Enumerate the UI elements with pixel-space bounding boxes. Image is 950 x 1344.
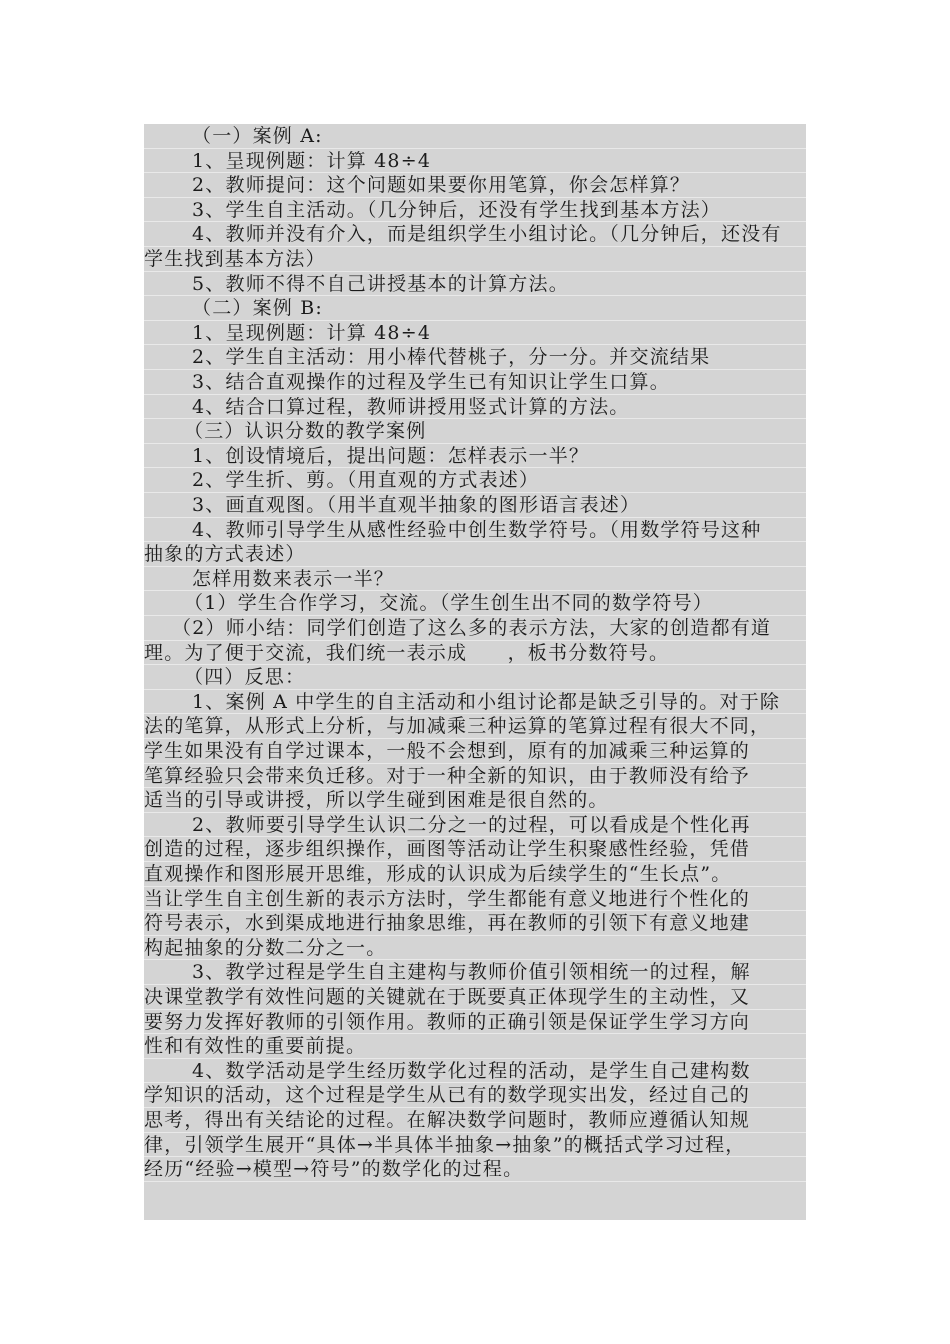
text-line: 4、结合口算过程，教师讲授用竖式计算的方法。	[144, 395, 806, 420]
text-line: （2）师小结：同学们创造了这么多的表示方法，大家的创造都有道	[144, 616, 806, 641]
text-line: 律，引领学生展开“具体→半具体半抽象→抽象”的概括式学习过程，	[144, 1133, 806, 1158]
text-line: 3、学生自主活动。（几分钟后，还没有学生找到基本方法）	[144, 198, 806, 223]
text-line: 5、教师不得不自己讲授基本的计算方法。	[144, 272, 806, 297]
text-line: 1、案例 A 中学生的自主活动和小组讨论都是缺乏引导的。对于除	[144, 690, 806, 715]
text-line: 2、学生自主活动：用小棒代替桃子，分一分。并交流结果	[144, 345, 806, 370]
text-line: 创造的过程，逐步组织操作，画图等活动让学生积聚感性经验，凭借	[144, 837, 806, 862]
text-line: 4、教师引导学生从感性经验中创生数学符号。（用数学符号这种	[144, 518, 806, 543]
text-line: 直观操作和图形展开思维，形成的认识成为后续学生的“生长点”。	[144, 862, 806, 887]
text-line: 要努力发挥好教师的引领作用。教师的正确引领是保证学生学习方向	[144, 1010, 806, 1035]
text-line: 4、教师并没有介入，而是组织学生小组讨论。（几分钟后，还没有	[144, 222, 806, 247]
text-line: 当让学生自主创生新的表示方法时，学生都能有意义地进行个性化的	[144, 887, 806, 912]
text-line: 决课堂教学有效性问题的关键就在于既要真正体现学生的主动性，又	[144, 985, 806, 1010]
text-line: 性和有效性的重要前提。	[144, 1034, 806, 1059]
text-line: 4、数学活动是学生经历数学化过程的活动，是学生自己建构数	[144, 1059, 806, 1084]
text-line: 构起抽象的分数二分之一。	[144, 936, 806, 961]
text-line: 符号表示，水到渠成地进行抽象思维，再在教师的引领下有意义地建	[144, 911, 806, 936]
text-line: 2、学生折、剪。（用直观的方式表述）	[144, 468, 806, 493]
text-line: 学生如果没有自学过课本，一般不会想到，原有的加减乘三种运算的	[144, 739, 806, 764]
text-line: 2、教师要引导学生认识二分之一的过程，可以看成是个性化再	[144, 813, 806, 838]
text-line: 经历“经验→模型→符号”的数学化的过程。	[144, 1157, 806, 1182]
text-line: （二）案例 B:	[144, 296, 806, 321]
text-line: 3、结合直观操作的过程及学生已有知识让学生口算。	[144, 370, 806, 395]
text-line: （一）案例 A:	[144, 124, 806, 149]
text-line: （四）反思：	[144, 665, 806, 690]
text-line: （三）认识分数的教学案例	[144, 419, 806, 444]
text-line: 笔算经验只会带来负迁移。对于一种全新的知识，由于教师没有给予	[144, 764, 806, 789]
text-line: 3、画直观图。（用半直观半抽象的图形语言表述）	[144, 493, 806, 518]
text-line: 1、呈现例题：计算 48÷4	[144, 149, 806, 174]
text-line: 怎样用数来表示一半？	[144, 567, 806, 592]
text-line: 学生找到基本方法）	[144, 247, 806, 272]
text-line: 学知识的活动，这个过程是学生从已有的数学现实出发，经过自己的	[144, 1083, 806, 1108]
text-line: 适当的引导或讲授，所以学生碰到困难是很自然的。	[144, 788, 806, 813]
text-line: 思考，得出有关结论的过程。在解决数学问题时，教师应遵循认知规	[144, 1108, 806, 1133]
text-line: 抽象的方式表述）	[144, 542, 806, 567]
text-line: 1、创设情境后，提出问题：怎样表示一半？	[144, 444, 806, 469]
text-line: 理。为了便于交流，我们统一表示成 ，板书分数符号。	[144, 641, 806, 666]
text-line: 3、教学过程是学生自主建构与教师价值引领相统一的过程，解	[144, 960, 806, 985]
text-line: 2、教师提问：这个问题如果要你用笔算，你会怎样算？	[144, 173, 806, 198]
text-line: 1、呈现例题：计算 48÷4	[144, 321, 806, 346]
text-line: （1）学生合作学习，交流。（学生创生出不同的数学符号）	[144, 591, 806, 616]
text-line: 法的笔算，从形式上分析，与加减乘三种运算的笔算过程有很大不同，	[144, 714, 806, 739]
